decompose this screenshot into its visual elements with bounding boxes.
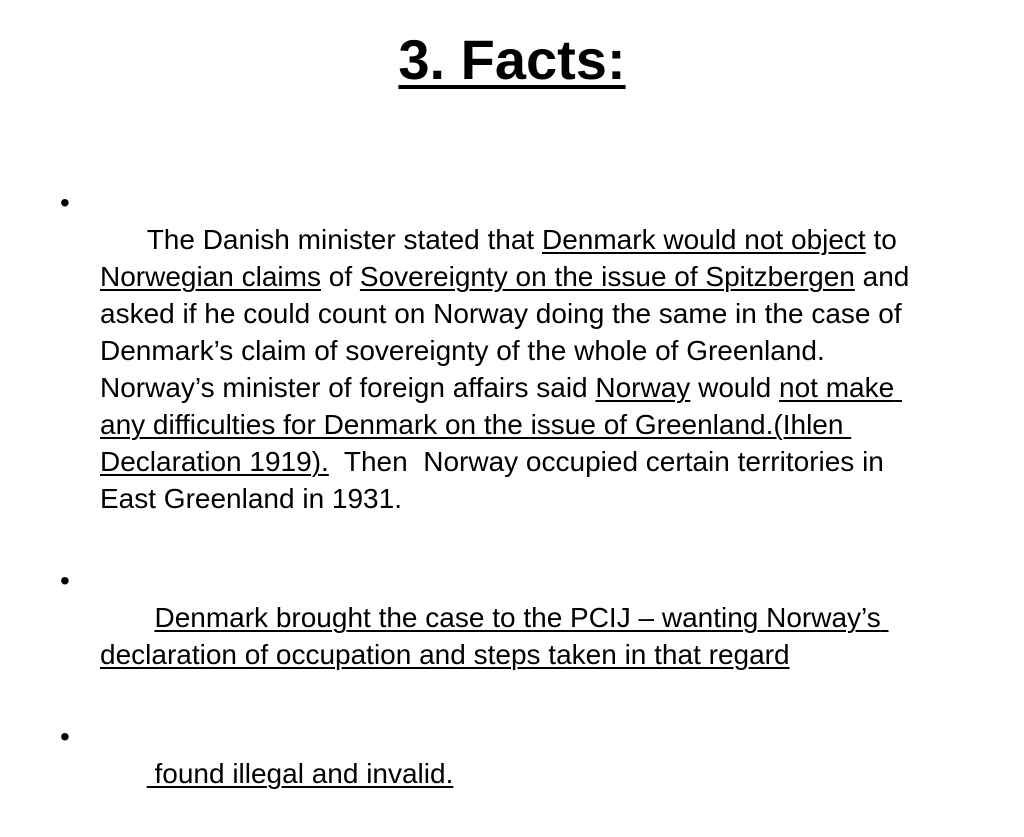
slide-title-text: 3. Facts: <box>398 28 626 91</box>
bullet-1-seg-9: would <box>690 372 780 403</box>
bullet-1-seg-1: The Danish minister stated that <box>146 224 542 255</box>
bullet-3-seg-1: found illegal and invalid. <box>146 758 454 789</box>
slide-title <box>0 24 1024 96</box>
bullet-1-seg-5: of <box>320 261 360 292</box>
bullet-1-text <box>100 224 917 514</box>
bullet-1-seg-3: to <box>865 224 905 255</box>
bullet-1-seg-4: Norwegian claims <box>100 261 321 292</box>
bullet-item-3 <box>60 718 940 829</box>
bullet-icon: • <box>60 721 70 752</box>
bullet-list <box>60 184 940 837</box>
bullet-1-seg-11: Then Norway occupied certain territories in East Greenland in 1931. <box>100 446 892 514</box>
bullet-1-seg-6: Sovereignty on the issue of Spitzbergen <box>359 261 855 292</box>
bullet-icon: • <box>60 565 70 596</box>
bullet-item-1 <box>60 184 940 554</box>
bullet-3-text <box>147 758 454 789</box>
bullet-1-seg-8: Norway <box>595 372 691 403</box>
bullet-2-text <box>100 602 889 670</box>
bullet-icon: • <box>60 187 70 218</box>
bullet-2-seg-2: Denmark brought the case to the PCIJ – wanting Norway’s declaration of occupation and steps taken in that regard <box>100 602 889 670</box>
bullet-1-seg-10: not make any difficulties for Denmark on the issue of Greenland.(Ihlen Declaration 1919). <box>100 372 902 477</box>
bullet-1-seg-7: and asked if he could count on Norway doing the same in the case of Denmark’s claim of sovereignty of the whole of Greenland. Norway’s minister of foreign affairs said <box>100 261 918 403</box>
bullet-item-2 <box>60 562 940 710</box>
bullet-1-seg-2: Denmark would not object <box>541 224 866 255</box>
